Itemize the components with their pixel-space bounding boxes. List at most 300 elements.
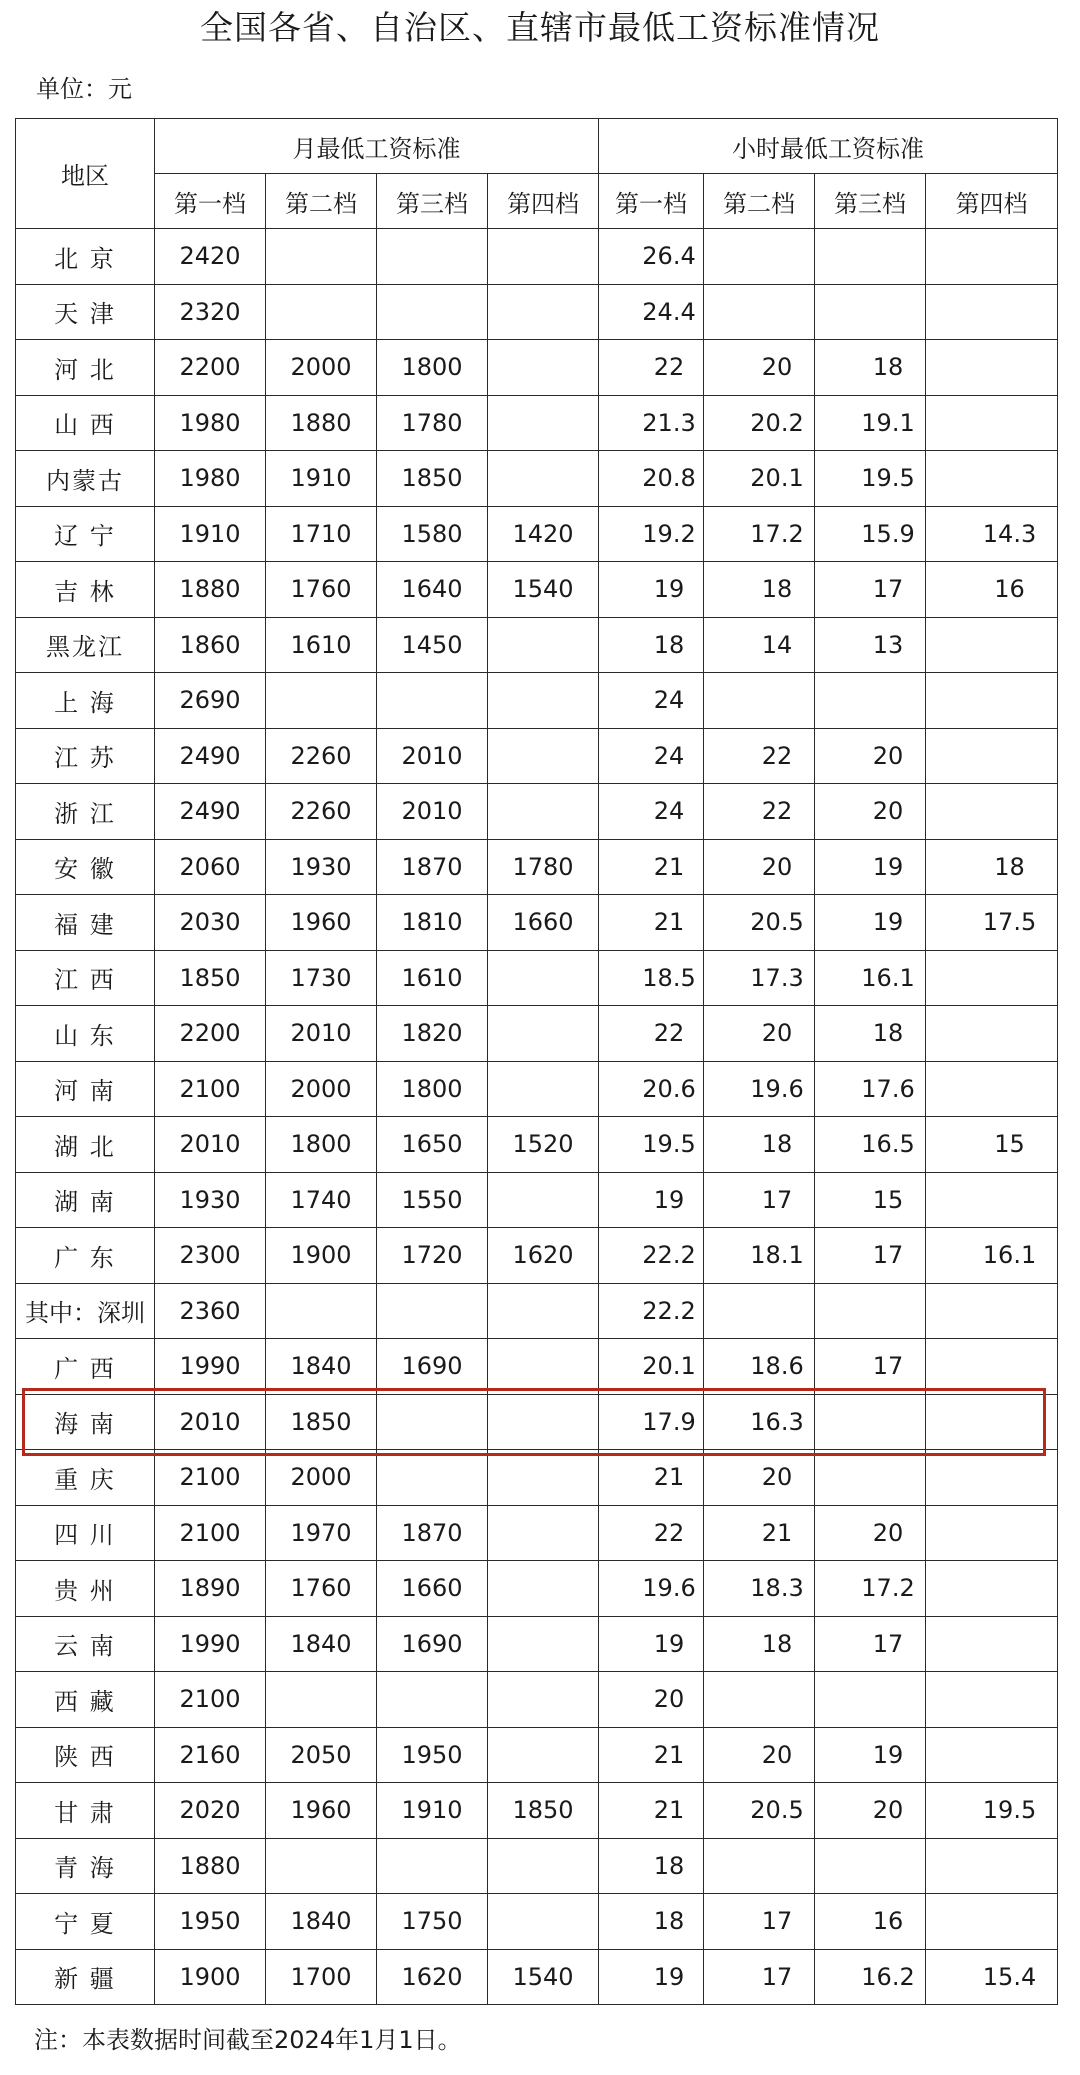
hourly-wage-cell: 24.4 [599,284,704,340]
monthly-header: 月最低工资标准 [155,119,599,174]
hourly-wage-cell [926,451,1058,507]
monthly-wage-cell: 2100 [155,1450,266,1506]
region-cell: 其中：深圳 [16,1283,155,1339]
hourly-tier-header: 第四档 [926,174,1058,229]
monthly-wage-cell: 1550 [377,1172,488,1228]
monthly-wage-cell: 1910 [155,506,266,562]
hourly-wage-cell: 26.4 [599,229,704,285]
hourly-wage-cell [926,1339,1058,1395]
hourly-wage-cell: 18 [926,839,1058,895]
monthly-wage-cell [377,1838,488,1894]
monthly-wage-cell: 2420 [155,229,266,285]
monthly-wage-cell [488,784,599,840]
hourly-wage-cell [926,617,1058,673]
monthly-wage-cell: 1870 [377,1505,488,1561]
monthly-wage-cell: 1780 [377,395,488,451]
page-title: 全国各省、自治区、直辖市最低工资标准情况 [200,8,880,47]
region-cell: 四 川 [16,1505,155,1561]
hourly-wage-cell: 19.6 [704,1061,815,1117]
monthly-wage-cell: 2200 [155,340,266,396]
hourly-wage-cell [704,229,815,285]
monthly-wage-cell: 2320 [155,284,266,340]
hourly-wage-cell [704,1672,815,1728]
region-cell: 天 津 [16,284,155,340]
region-cell: 内蒙古 [16,451,155,507]
monthly-wage-cell: 1910 [266,451,377,507]
hourly-wage-cell [926,1616,1058,1672]
monthly-wage-cell: 2050 [266,1727,377,1783]
monthly-wage-cell: 1780 [488,839,599,895]
table-row [16,1672,1058,1728]
hourly-wage-cell [926,1561,1058,1617]
hourly-wage-cell: 17.6 [815,1061,926,1117]
monthly-wage-cell: 1620 [488,1228,599,1284]
monthly-wage-cell: 1960 [266,895,377,951]
monthly-wage-cell: 1840 [266,1894,377,1950]
monthly-wage-cell: 1990 [155,1339,266,1395]
monthly-wage-cell: 1640 [377,562,488,618]
hourly-tier-header: 第一档 [599,174,704,229]
hourly-wage-cell [815,1450,926,1506]
hourly-wage-cell [704,1838,815,1894]
hourly-wage-cell: 20 [815,1505,926,1561]
monthly-wage-cell [488,229,599,285]
table-row [16,1228,1058,1284]
minimum-wage-table [15,118,1058,2005]
region-cell: 新 疆 [16,1949,155,2005]
table-row [16,1561,1058,1617]
hourly-wage-cell: 24 [599,784,704,840]
monthly-wage-cell: 2010 [155,1117,266,1173]
hourly-wage-cell: 18 [704,1616,815,1672]
hourly-wage-cell [926,784,1058,840]
monthly-wage-cell: 2100 [155,1061,266,1117]
monthly-wage-cell: 1450 [377,617,488,673]
monthly-wage-cell [488,1339,599,1395]
hourly-wage-cell: 20 [815,784,926,840]
hourly-wage-cell [815,229,926,285]
monthly-tier-header: 第二档 [266,174,377,229]
hourly-wage-cell: 20.5 [704,1783,815,1839]
table-row [16,1061,1058,1117]
monthly-wage-cell: 1980 [155,451,266,507]
region-cell: 甘 肃 [16,1783,155,1839]
monthly-wage-cell: 1850 [155,950,266,1006]
hourly-wage-cell: 18 [815,340,926,396]
hourly-wage-cell [926,1006,1058,1062]
table-row [16,1117,1058,1173]
table-row [16,1339,1058,1395]
hourly-wage-cell: 17.5 [926,895,1058,951]
table-row [16,284,1058,340]
hourly-wage-cell [926,1727,1058,1783]
hourly-header: 小时最低工资标准 [599,119,1058,174]
footnote: 注：本表数据时间截至2024年1月1日。 [34,2026,462,2054]
hourly-wage-cell: 22 [599,1505,704,1561]
hourly-wage-cell [815,673,926,729]
monthly-wage-cell: 1620 [377,1949,488,2005]
hourly-tier-header: 第三档 [815,174,926,229]
table-row [16,895,1058,951]
monthly-wage-cell [488,1838,599,1894]
monthly-wage-cell [488,673,599,729]
monthly-wage-cell [377,1672,488,1728]
hourly-wage-cell: 21 [599,1727,704,1783]
monthly-wage-cell [377,1283,488,1339]
monthly-wage-cell: 1610 [377,950,488,1006]
hourly-wage-cell: 19.6 [599,1561,704,1617]
monthly-wage-cell: 1960 [266,1783,377,1839]
hourly-wage-cell: 20 [704,1006,815,1062]
region-cell: 广 东 [16,1228,155,1284]
monthly-wage-cell [488,1283,599,1339]
monthly-wage-cell: 1730 [266,950,377,1006]
hourly-wage-cell [815,1838,926,1894]
table-row [16,839,1058,895]
hourly-wage-cell: 21 [599,839,704,895]
hourly-wage-cell [926,1061,1058,1117]
monthly-wage-cell [488,1505,599,1561]
monthly-wage-cell: 2260 [266,784,377,840]
hourly-wage-cell: 16.1 [815,950,926,1006]
table-row [16,1172,1058,1228]
table-row [16,1006,1058,1062]
table-row [16,1616,1058,1672]
hourly-wage-cell: 14.3 [926,506,1058,562]
hourly-wage-cell: 18 [599,617,704,673]
hourly-wage-cell: 18 [815,1006,926,1062]
monthly-wage-cell: 1950 [155,1894,266,1950]
monthly-wage-cell [488,950,599,1006]
hourly-wage-cell: 19 [599,1949,704,2005]
hourly-wage-cell: 20.2 [704,395,815,451]
monthly-wage-cell [488,1561,599,1617]
region-cell: 山 东 [16,1006,155,1062]
region-cell: 宁 夏 [16,1894,155,1950]
hourly-wage-cell: 14 [704,617,815,673]
monthly-wage-cell: 1890 [155,1561,266,1617]
monthly-wage-cell: 1800 [377,340,488,396]
hourly-wage-cell: 16.2 [815,1949,926,2005]
monthly-wage-cell: 1700 [266,1949,377,2005]
hourly-wage-cell: 20 [599,1672,704,1728]
hourly-wage-cell [926,1394,1058,1450]
hourly-wage-cell [926,728,1058,784]
hourly-wage-cell [926,1838,1058,1894]
monthly-wage-cell: 1740 [266,1172,377,1228]
hourly-wage-cell [926,1505,1058,1561]
region-cell: 湖 南 [16,1172,155,1228]
region-header: 地区 [16,119,155,229]
monthly-wage-cell [266,1838,377,1894]
hourly-wage-cell: 17 [704,1894,815,1950]
monthly-wage-cell: 1690 [377,1339,488,1395]
monthly-wage-cell: 1860 [155,617,266,673]
monthly-wage-cell: 2010 [377,728,488,784]
monthly-wage-cell: 1870 [377,839,488,895]
region-cell: 河 南 [16,1061,155,1117]
region-cell: 北 京 [16,229,155,285]
region-cell: 海 南 [16,1394,155,1450]
monthly-wage-cell [488,1061,599,1117]
hourly-wage-cell: 19 [815,1727,926,1783]
region-cell: 上 海 [16,673,155,729]
hourly-wage-cell: 19.5 [815,451,926,507]
monthly-wage-cell: 1850 [266,1394,377,1450]
hourly-wage-cell: 22 [704,784,815,840]
hourly-wage-cell: 22 [599,1006,704,1062]
monthly-wage-cell [488,1172,599,1228]
monthly-wage-cell [488,1450,599,1506]
hourly-wage-cell: 18 [704,1117,815,1173]
hourly-wage-cell: 18 [599,1838,704,1894]
monthly-wage-cell: 2020 [155,1783,266,1839]
monthly-wage-cell [488,1894,599,1950]
hourly-wage-cell: 21 [599,1450,704,1506]
table-row [16,1783,1058,1839]
monthly-wage-cell: 2000 [266,1450,377,1506]
header-row-groups [16,119,1058,174]
table-row [16,1283,1058,1339]
hourly-wage-cell: 17 [815,1228,926,1284]
monthly-wage-cell [266,229,377,285]
hourly-wage-cell: 22.2 [599,1228,704,1284]
monthly-wage-cell [488,340,599,396]
hourly-wage-cell: 24 [599,728,704,784]
hourly-wage-cell: 20.5 [704,895,815,951]
monthly-wage-cell: 2010 [377,784,488,840]
hourly-wage-cell: 15 [926,1117,1058,1173]
monthly-wage-cell: 2010 [266,1006,377,1062]
monthly-wage-cell: 2360 [155,1283,266,1339]
header-row-tiers [16,174,1058,229]
monthly-wage-cell: 1980 [155,395,266,451]
monthly-wage-cell: 1910 [377,1783,488,1839]
monthly-wage-cell: 1900 [266,1228,377,1284]
hourly-wage-cell: 17.2 [815,1561,926,1617]
hourly-wage-cell: 20.1 [704,451,815,507]
table-row [16,229,1058,285]
monthly-wage-cell [488,728,599,784]
hourly-wage-cell: 18.6 [704,1339,815,1395]
hourly-wage-cell [926,1672,1058,1728]
monthly-wage-cell: 1880 [266,395,377,451]
hourly-wage-cell: 19 [815,895,926,951]
hourly-wage-cell: 17 [815,1339,926,1395]
hourly-wage-cell: 21.3 [599,395,704,451]
hourly-wage-cell: 18.1 [704,1228,815,1284]
table-row [16,784,1058,840]
monthly-wage-cell [266,673,377,729]
monthly-wage-cell: 1760 [266,1561,377,1617]
monthly-wage-cell: 2160 [155,1727,266,1783]
monthly-wage-cell: 1650 [377,1117,488,1173]
monthly-wage-cell: 2200 [155,1006,266,1062]
hourly-wage-cell: 20 [704,839,815,895]
monthly-wage-cell: 1840 [266,1339,377,1395]
table-row [16,562,1058,618]
monthly-wage-cell [488,451,599,507]
monthly-tier-header: 第四档 [488,174,599,229]
region-cell: 山 西 [16,395,155,451]
hourly-wage-cell: 17.3 [704,950,815,1006]
monthly-wage-cell: 1540 [488,562,599,618]
monthly-wage-cell: 1710 [266,506,377,562]
hourly-wage-cell: 18.3 [704,1561,815,1617]
monthly-wage-cell [266,1283,377,1339]
monthly-wage-cell: 1840 [266,1616,377,1672]
monthly-wage-cell: 1690 [377,1616,488,1672]
hourly-wage-cell: 17 [815,562,926,618]
monthly-wage-cell [488,284,599,340]
table-row [16,1949,1058,2005]
monthly-wage-cell: 1660 [488,895,599,951]
hourly-wage-cell [926,1894,1058,1950]
table-row [16,1450,1058,1506]
monthly-wage-cell: 2060 [155,839,266,895]
monthly-wage-cell: 1760 [266,562,377,618]
table-row [16,1505,1058,1561]
hourly-wage-cell [815,1394,926,1450]
table-row [16,673,1058,729]
table-body [16,229,1058,2005]
monthly-wage-cell: 1420 [488,506,599,562]
hourly-wage-cell: 16 [926,562,1058,618]
hourly-wage-cell [815,284,926,340]
hourly-wage-cell [926,284,1058,340]
hourly-wage-cell: 15.9 [815,506,926,562]
hourly-wage-cell [704,284,815,340]
monthly-wage-cell: 2260 [266,728,377,784]
hourly-wage-cell: 13 [815,617,926,673]
monthly-wage-cell [488,1006,599,1062]
monthly-wage-cell [488,1394,599,1450]
hourly-wage-cell: 19 [599,562,704,618]
monthly-wage-cell: 1610 [266,617,377,673]
monthly-wage-cell: 2490 [155,784,266,840]
hourly-wage-cell [926,673,1058,729]
hourly-wage-cell: 19 [815,839,926,895]
region-cell: 江 苏 [16,728,155,784]
monthly-wage-cell: 1580 [377,506,488,562]
table-row [16,1894,1058,1950]
table-row [16,340,1058,396]
region-cell: 重 庆 [16,1450,155,1506]
monthly-wage-cell: 2000 [266,1061,377,1117]
region-cell: 贵 州 [16,1561,155,1617]
hourly-wage-cell: 18 [704,562,815,618]
monthly-wage-cell: 1800 [266,1117,377,1173]
monthly-wage-cell: 1800 [377,1061,488,1117]
hourly-wage-cell [926,340,1058,396]
hourly-wage-cell: 19.5 [599,1117,704,1173]
hourly-wage-cell: 20.1 [599,1339,704,1395]
table-row [16,395,1058,451]
monthly-wage-cell [377,229,488,285]
region-cell: 江 西 [16,950,155,1006]
hourly-wage-cell [704,1283,815,1339]
region-cell: 安 徽 [16,839,155,895]
region-cell: 青 海 [16,1838,155,1894]
hourly-wage-cell: 22 [704,728,815,784]
monthly-wage-cell [266,1672,377,1728]
hourly-wage-cell: 24 [599,673,704,729]
monthly-wage-cell: 2690 [155,673,266,729]
region-cell: 云 南 [16,1616,155,1672]
monthly-wage-cell: 2030 [155,895,266,951]
hourly-wage-cell [815,1672,926,1728]
hourly-wage-cell: 17 [704,1949,815,2005]
monthly-wage-cell [488,1672,599,1728]
hourly-wage-cell: 21 [599,895,704,951]
table-row [16,728,1058,784]
hourly-wage-cell: 17 [704,1172,815,1228]
hourly-wage-cell: 18.5 [599,950,704,1006]
monthly-wage-cell: 1540 [488,1949,599,2005]
monthly-wage-cell: 1900 [155,1949,266,2005]
monthly-tier-header: 第一档 [155,174,266,229]
monthly-wage-cell: 1850 [377,451,488,507]
hourly-wage-cell [704,673,815,729]
monthly-wage-cell: 1930 [155,1172,266,1228]
table-row [16,451,1058,507]
monthly-wage-cell [377,284,488,340]
monthly-wage-cell [488,395,599,451]
table-row [16,950,1058,1006]
monthly-wage-cell [266,284,377,340]
monthly-wage-cell: 2490 [155,728,266,784]
hourly-wage-cell: 15 [815,1172,926,1228]
hourly-wage-cell: 21 [704,1505,815,1561]
region-cell: 湖 北 [16,1117,155,1173]
monthly-wage-cell: 1880 [155,1838,266,1894]
region-cell: 吉 林 [16,562,155,618]
hourly-wage-cell: 20.6 [599,1061,704,1117]
monthly-wage-cell [488,1727,599,1783]
region-cell: 陕 西 [16,1727,155,1783]
hourly-wage-cell: 17 [815,1616,926,1672]
hourly-wage-cell [926,1172,1058,1228]
monthly-wage-cell [377,1450,488,1506]
region-cell: 西 藏 [16,1672,155,1728]
monthly-wage-cell: 1810 [377,895,488,951]
hourly-wage-cell [815,1283,926,1339]
table-row [16,1727,1058,1783]
hourly-wage-cell: 22 [599,340,704,396]
table-row [16,1394,1058,1450]
hourly-wage-cell: 19.2 [599,506,704,562]
hourly-wage-cell: 16.5 [815,1117,926,1173]
table-row [16,1838,1058,1894]
hourly-wage-cell [926,1450,1058,1506]
monthly-wage-cell: 1820 [377,1006,488,1062]
hourly-wage-cell: 20.8 [599,451,704,507]
monthly-wage-cell: 2100 [155,1505,266,1561]
hourly-wage-cell: 19 [599,1616,704,1672]
hourly-wage-cell [926,395,1058,451]
monthly-wage-cell: 2000 [266,340,377,396]
hourly-tier-header: 第二档 [704,174,815,229]
hourly-wage-cell: 20 [704,1450,815,1506]
hourly-wage-cell: 19 [599,1172,704,1228]
hourly-wage-cell: 16.3 [704,1394,815,1450]
region-cell: 辽 宁 [16,506,155,562]
region-cell: 广 西 [16,1339,155,1395]
monthly-wage-cell: 2100 [155,1672,266,1728]
hourly-wage-cell: 17.2 [704,506,815,562]
region-cell: 福 建 [16,895,155,951]
unit-label: 单位：元 [36,75,132,103]
